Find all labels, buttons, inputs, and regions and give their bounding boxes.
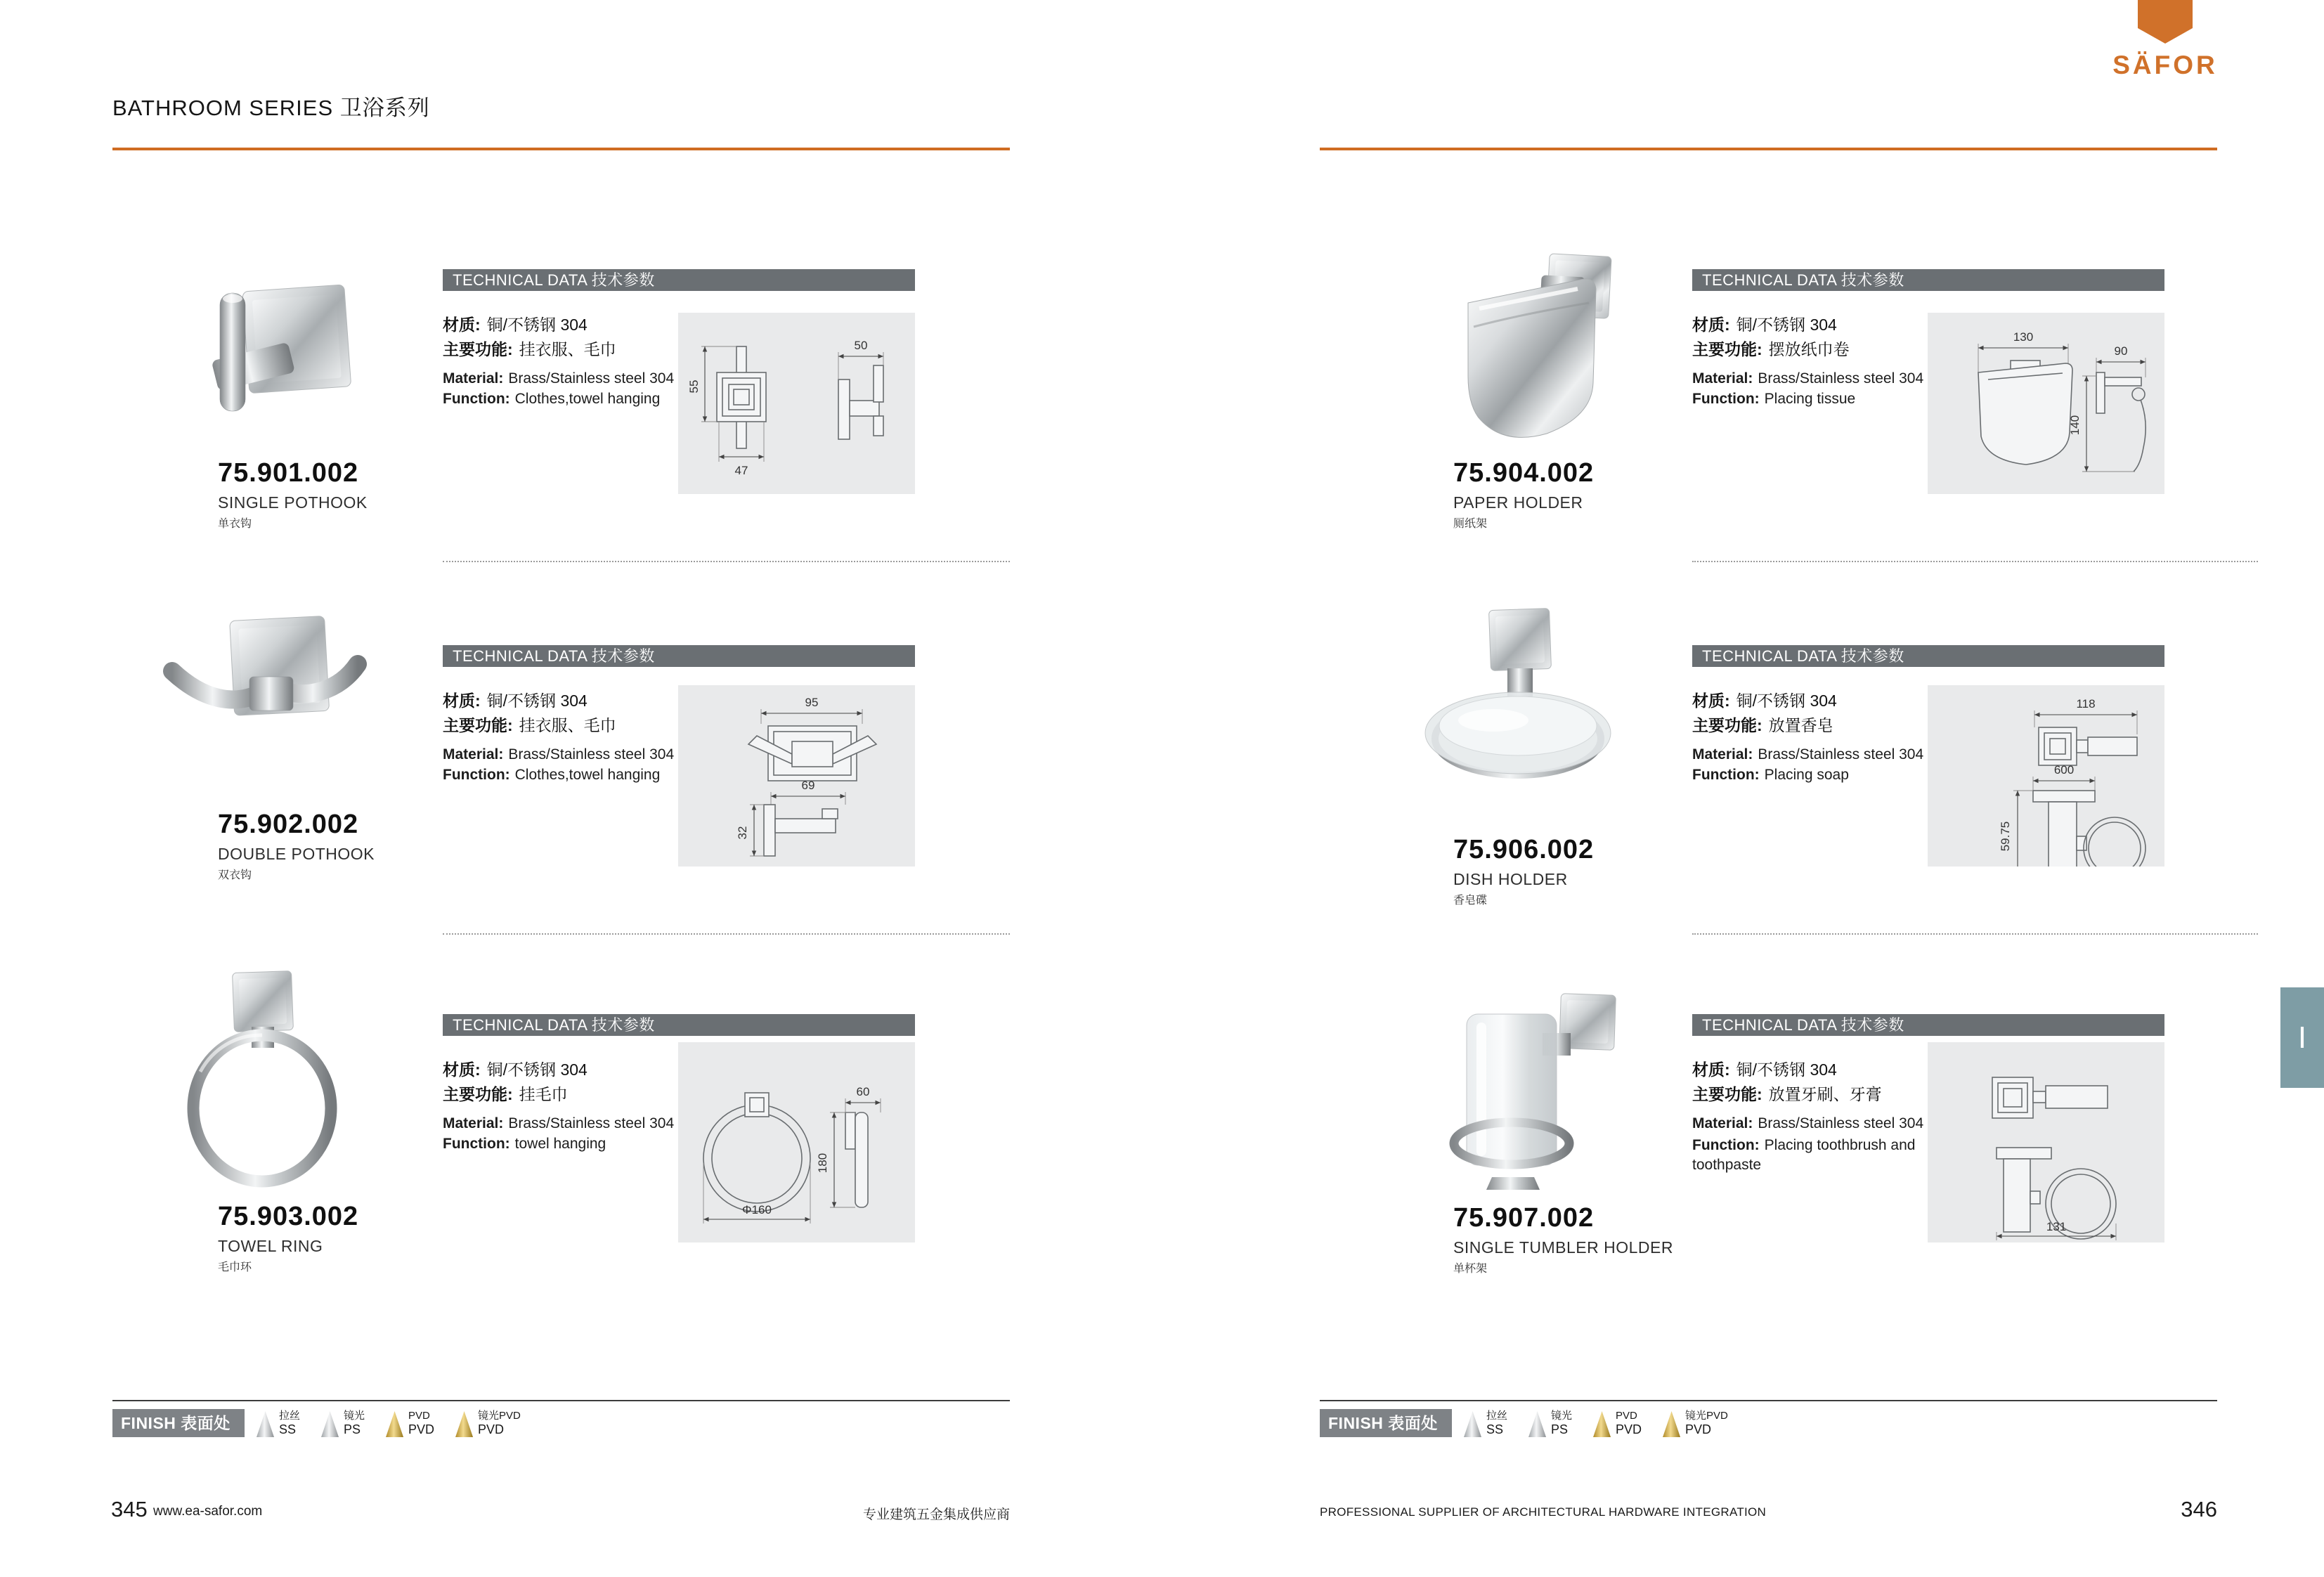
slogan-cn: 专业建筑五金集成供应商 (862, 1507, 1010, 1522)
product-name-en: PAPER HOLDER (1453, 493, 1583, 512)
tech-diagram (678, 685, 915, 867)
row-divider (1692, 933, 2258, 935)
tech-diagram (678, 1042, 915, 1242)
material-cn-value: 铜/不锈钢 304 (486, 316, 588, 334)
function-cn-value: 挂衣服、毛巾 (519, 340, 616, 358)
slogan-en: PROFESSIONAL SUPPLIER OF ARCHITECTURAL HARDWARE INTEGRATION (1320, 1505, 1767, 1519)
tech-diagram (1928, 1042, 2164, 1242)
function-en-line (1692, 767, 1849, 784)
finish-option (1464, 1410, 1507, 1438)
svg-text:90: 90 (2114, 344, 2128, 358)
function-en-label: Function: (1692, 391, 1760, 407)
svg-text:95: 95 (805, 696, 819, 709)
product-code: 75.907.002 (1453, 1203, 1595, 1233)
tech-data-header: TECHNICAL DATA 技术参数 (1692, 1014, 2164, 1036)
product-photo-tumbler-holder (1430, 966, 1634, 1205)
product-name-en: TOWEL RING (218, 1237, 323, 1255)
svg-text:59.75: 59.75 (1999, 821, 2012, 852)
material-cn-line (443, 312, 588, 335)
page-number-left: 345 (111, 1497, 148, 1521)
tech-diagram (1928, 313, 2164, 494)
cone-brushed-silver-icon (257, 1411, 274, 1437)
finish-cn: 镜光PVD (478, 1410, 521, 1422)
finish-label: FINISH 表面处理: (112, 1409, 245, 1437)
svg-text:50: 50 (854, 339, 868, 352)
orange-rule-right (1320, 148, 2217, 150)
material-cn-value: 铜/不锈钢 304 (486, 1060, 588, 1079)
material-en-value: Brass/Stainless steel 304 (1758, 370, 1924, 387)
material-cn-value: 铜/不锈钢 304 (1736, 1060, 1837, 1079)
row-divider (1692, 561, 2258, 562)
brand-logo: SÄFOR (2112, 51, 2218, 79)
material-en-line (443, 1115, 674, 1132)
finish-option (386, 1410, 434, 1438)
material-cn-value: 铜/不锈钢 304 (1736, 692, 1837, 710)
cone-brushed-silver-icon (1464, 1411, 1481, 1437)
function-en-value: towel hanging (514, 1136, 606, 1152)
svg-text:32: 32 (736, 826, 749, 840)
orange-rule-left (112, 148, 1010, 150)
material-en-label: Material: (1692, 370, 1753, 387)
function-cn-label: 主要功能: (443, 1085, 513, 1103)
function-cn-line (1692, 1082, 1882, 1105)
finish-en: PS (344, 1422, 361, 1436)
finish-option (257, 1410, 300, 1438)
product-photo-dish-holder (1402, 601, 1627, 798)
material-en-line (1692, 746, 1923, 763)
tech-diagram (1928, 685, 2164, 867)
svg-text:69: 69 (801, 779, 815, 792)
function-cn-value: 放置牙刷、牙膏 (1768, 1085, 1882, 1103)
material-cn-line (1692, 312, 1837, 335)
product-caption (1453, 1203, 1673, 1276)
cone-pvd-gold-icon (386, 1411, 403, 1437)
function-cn-label: 主要功能: (1692, 1085, 1763, 1103)
function-en-label: Function: (443, 767, 510, 783)
function-cn-line (1692, 337, 1850, 360)
finish-option (1528, 1410, 1572, 1438)
svg-text:60: 60 (856, 1085, 870, 1098)
material-cn-line (443, 688, 588, 711)
product-code: 75.903.002 (218, 1202, 359, 1231)
finish-cn: 拉丝 (279, 1410, 301, 1422)
material-en-label: Material: (443, 746, 504, 762)
product-code: 75.906.002 (1453, 835, 1595, 864)
product-code: 75.901.002 (218, 458, 359, 488)
material-cn-line (1692, 688, 1837, 711)
finish-option (321, 1410, 365, 1438)
tech-data-header: TECHNICAL DATA 技术参数 (1692, 269, 2164, 291)
function-en-line (443, 767, 660, 784)
function-cn-line (443, 1082, 568, 1105)
product-name-cn: 香皂碟 (1453, 895, 1488, 907)
material-cn-label: 材质: (1692, 692, 1730, 710)
material-en-label: Material: (1692, 1115, 1753, 1131)
material-cn-value: 铜/不锈钢 304 (486, 692, 588, 710)
function-en-value: Clothes,towel hanging (514, 767, 661, 783)
tech-data-header: TECHNICAL DATA 技术参数 (443, 645, 915, 667)
cone-polished-silver-icon (1528, 1411, 1546, 1437)
material-en-line (443, 370, 674, 387)
material-cn-label: 材质: (443, 692, 481, 710)
function-en-line (443, 391, 660, 408)
finish-option (455, 1410, 521, 1438)
function-cn-value: 挂毛巾 (519, 1085, 568, 1103)
product-photo-towel-ring (162, 959, 365, 1191)
function-en-label: Function: (1692, 767, 1760, 783)
page-title: BATHROOM SERIES 卫浴系列 (112, 96, 430, 120)
material-cn-value: 铜/不锈钢 304 (1736, 316, 1837, 334)
finish-en: PVD (408, 1422, 435, 1436)
material-en-value: Brass/Stainless steel 304 (508, 370, 675, 387)
cone-polished-pvd-gold-icon (455, 1411, 473, 1437)
product-photo-double-pothook (137, 594, 376, 777)
material-cn-line (1692, 1057, 1837, 1080)
function-cn-label: 主要功能: (443, 716, 513, 734)
function-en-value: Placing soap (1764, 767, 1849, 783)
tech-data-header: TECHNICAL DATA 技术参数 (1692, 645, 2164, 667)
function-en-value: Clothes,towel hanging (514, 391, 661, 407)
product-caption (218, 458, 368, 531)
finish-label: FINISH 表面处理: (1320, 1409, 1452, 1437)
svg-text:55: 55 (687, 379, 701, 394)
product-caption (218, 810, 375, 882)
material-en-line (1692, 1115, 1923, 1132)
tech-data-header: TECHNICAL DATA 技术参数 (443, 1014, 915, 1036)
function-en-line (1692, 391, 1855, 408)
product-caption (1453, 835, 1594, 907)
material-en-value: Brass/Stainless steel 304 (508, 1115, 675, 1131)
finish-cn: PVD (1616, 1410, 1637, 1422)
page-number-right: 346 (2181, 1497, 2217, 1521)
function-cn-label: 主要功能: (1692, 340, 1763, 358)
function-cn-value: 摆放纸巾卷 (1768, 340, 1850, 358)
row-divider (443, 561, 1010, 562)
function-en-line (1692, 1136, 1928, 1176)
material-cn-label: 材质: (1692, 316, 1730, 334)
finish-cn: 镜光PVD (1685, 1410, 1728, 1422)
finish-cn: 镜光 (1551, 1410, 1573, 1422)
function-en-value: Placing tissue (1764, 391, 1856, 407)
row-divider (443, 933, 1010, 935)
finish-en: SS (279, 1422, 297, 1436)
function-en-label: Function: (443, 1136, 510, 1152)
function-cn-label: 主要功能: (443, 340, 513, 358)
svg-text:131: 131 (2046, 1220, 2067, 1233)
finish-en: PS (1551, 1422, 1569, 1436)
material-cn-label: 材质: (1692, 1060, 1730, 1079)
material-en-line (443, 746, 674, 763)
product-name-cn: 单杯架 (1453, 1263, 1488, 1275)
cone-polished-silver-icon (321, 1411, 339, 1437)
product-name-en: SINGLE TUMBLER HOLDER (1453, 1238, 1673, 1257)
finish-topline (1320, 1400, 2217, 1401)
product-name-cn: 双衣钩 (218, 869, 252, 881)
material-cn-label: 材质: (443, 316, 481, 334)
finish-cn: PVD (408, 1410, 430, 1422)
product-name-en: SINGLE POTHOOK (218, 493, 368, 512)
function-en-label: Function: (1692, 1137, 1760, 1153)
material-en-label: Material: (443, 370, 504, 387)
finish-options (257, 1410, 521, 1438)
section-index-tab: I (2280, 987, 2324, 1088)
finish-cn: 拉丝 (1486, 1410, 1508, 1422)
brand-pennant-icon (2138, 0, 2193, 44)
material-en-label: Material: (443, 1115, 504, 1131)
material-cn-label: 材质: (443, 1060, 481, 1079)
product-caption (1453, 458, 1594, 531)
function-cn-value: 放置香皂 (1768, 716, 1833, 734)
svg-text:47: 47 (734, 464, 748, 477)
product-name-en: DOUBLE POTHOOK (218, 845, 375, 863)
cone-pvd-gold-icon (1593, 1411, 1611, 1437)
function-cn-label: 主要功能: (1692, 716, 1763, 734)
material-en-value: Brass/Stainless steel 304 (508, 746, 675, 762)
svg-text:600: 600 (2053, 763, 2075, 777)
finish-en: PVD (1685, 1422, 1712, 1436)
finish-options (1464, 1410, 1728, 1438)
cone-polished-pvd-gold-icon (1663, 1411, 1680, 1437)
product-name-en: DISH HOLDER (1453, 870, 1568, 888)
material-en-label: Material: (1692, 746, 1753, 762)
product-caption (218, 1202, 358, 1274)
tech-data-header: TECHNICAL DATA 技术参数 (443, 269, 915, 291)
finish-option (1593, 1410, 1642, 1438)
product-photo-single-pothook (158, 242, 369, 453)
product-code: 75.902.002 (218, 810, 359, 839)
svg-text:Φ160: Φ160 (742, 1203, 772, 1216)
svg-text:140: 140 (2068, 415, 2082, 436)
finish-cn: 镜光 (344, 1410, 365, 1422)
function-en-value: Placing toothbrush and toothpaste (1692, 1137, 1916, 1174)
function-en-label: Function: (443, 391, 510, 407)
function-en-line (443, 1136, 606, 1153)
function-cn-line (1692, 713, 1833, 736)
function-cn-value: 挂衣服、毛巾 (519, 716, 616, 734)
finish-option (1663, 1410, 1728, 1438)
material-en-value: Brass/Stainless steel 304 (1758, 1115, 1924, 1131)
website-url: www.ea-safor.com (153, 1504, 263, 1519)
function-cn-line (443, 337, 616, 360)
product-name-cn: 单衣钩 (218, 518, 252, 530)
finish-en: SS (1486, 1422, 1504, 1436)
tech-diagram (678, 313, 915, 494)
material-cn-line (443, 1057, 588, 1080)
material-en-line (1692, 370, 1923, 387)
material-en-value: Brass/Stainless steel 304 (1758, 746, 1924, 762)
svg-text:130: 130 (2013, 330, 2034, 344)
svg-text:118: 118 (2076, 697, 2096, 710)
function-cn-line (443, 713, 616, 736)
finish-en: PVD (1616, 1422, 1642, 1436)
svg-text:180: 180 (816, 1153, 829, 1174)
product-code: 75.904.002 (1453, 458, 1595, 488)
finish-en: PVD (478, 1422, 505, 1436)
finish-topline (112, 1400, 1010, 1401)
product-name-cn: 毛巾环 (218, 1261, 252, 1273)
product-name-cn: 厕纸架 (1453, 518, 1488, 530)
product-photo-paper-holder (1437, 235, 1634, 460)
